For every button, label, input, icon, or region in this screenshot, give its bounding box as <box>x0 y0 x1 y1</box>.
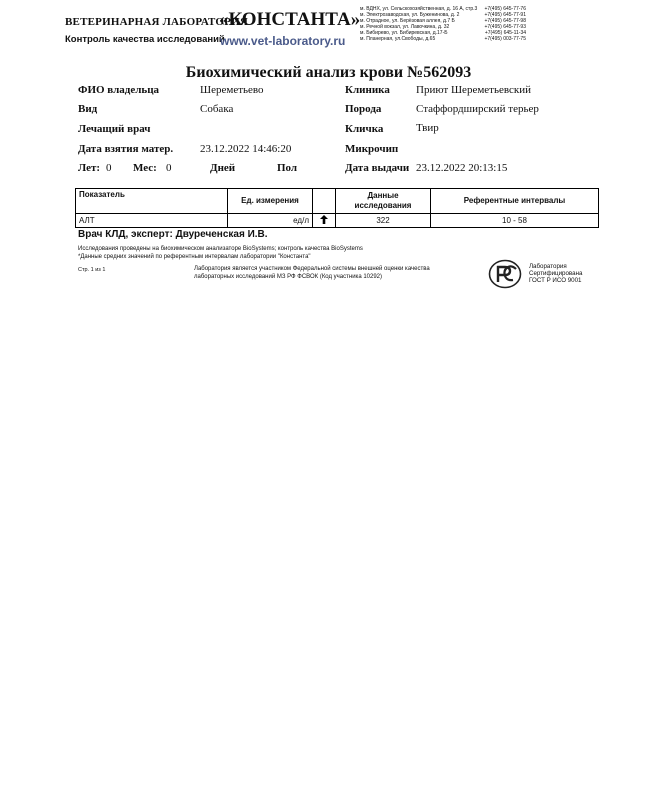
cert-line: Лаборатория <box>529 263 567 270</box>
lab-name: ВЕТЕРИНАРНАЯ ЛАБОРАТОРИЯ <box>65 16 248 28</box>
months-value: 0 <box>166 162 172 174</box>
phone: +7(495) 645-11-34 <box>484 30 526 36</box>
participation-line-2: лабораторных исследований МЗ РФ ФСВОК (Код участника 10292) <box>194 274 383 280</box>
cert-line: ГОСТ Р ИСО 9001 <box>529 277 582 284</box>
doctor-signature-line: Врач КЛД, эксперт: Двуреченская И.В. <box>78 229 268 240</box>
participation-line-1: Лаборатория является участником Федеральной системы внешней оценки качества <box>194 266 430 272</box>
breed-value: Стаффордширский терьер <box>416 103 539 115</box>
address: м. ВДНХ, ул. Сельскохозяйственная, д. 16 А, стр.3 <box>360 6 478 12</box>
nickname-label: Кличка <box>345 123 384 135</box>
phone: +7(495) 645-77-91 <box>484 12 526 18</box>
cell-value: 322 <box>336 214 431 228</box>
report-title: Биохимический анализ крови №562093 <box>185 64 472 81</box>
species-label: Вид <box>78 103 98 115</box>
results-table <box>75 188 599 228</box>
months-label: Мес: <box>133 162 157 174</box>
owner-label: ФИО владельца <box>78 84 160 96</box>
header-unit: Ед. измерения <box>228 189 313 214</box>
certification-text <box>529 263 582 284</box>
species-value: Собака <box>200 103 234 115</box>
phone: +7(495) 645-77-93 <box>484 24 526 30</box>
table-header-row <box>76 189 599 214</box>
reference-note: *Данные средних значений по референтным интервалам лаборатории "Константа" <box>78 254 311 260</box>
breed-label: Порода <box>345 103 382 115</box>
clinic-label: Клиника <box>345 84 390 96</box>
address: м. Речной вокзал, ул. Лавочкина, д. 32 <box>360 24 450 30</box>
cell-unit: ед/л <box>228 214 313 228</box>
microchip-label: Микрочип <box>345 143 399 155</box>
days-label: Дней <box>210 162 236 174</box>
address: м. Бибирево, ул. Бибиревская, д.17-Б <box>360 30 448 36</box>
header-indicator: Показатель <box>76 189 228 214</box>
address-list <box>360 6 526 42</box>
cert-line: Сертифицирована <box>529 270 583 277</box>
sample-date-value: 23.12.2022 14:46:20 <box>200 143 292 155</box>
clinic-value: Приют Шереметьевский <box>416 84 532 96</box>
address: м. Отрадное, ул. Берёзовая аллея, д.7 Б <box>360 18 455 24</box>
phone: +7(495) 003-77-75 <box>484 36 526 42</box>
header-flag <box>313 189 336 214</box>
header-value: Данные исследования <box>336 189 431 214</box>
sample-date-label: Дата взятия матер. <box>78 143 174 155</box>
address-row <box>360 36 526 42</box>
sex-label: Пол <box>277 162 298 174</box>
website-link[interactable]: www.vet-laboratory.ru <box>220 34 346 48</box>
cell-indicator: АЛТ <box>76 214 228 228</box>
years-label: Лет: <box>78 162 101 174</box>
address: м. Электрозаводская, ул. Буженинова, д. 2 <box>360 12 460 18</box>
doctor-label: Лечащий врач <box>78 123 151 135</box>
owner-value: Шереметьево <box>200 84 264 96</box>
table-row <box>76 214 599 228</box>
certification-logo-icon <box>488 259 522 289</box>
page-number: Стр. 1 из 1 <box>78 267 106 273</box>
address: м. Планерная, ул.Свободы, д.65 <box>360 36 436 42</box>
arrow-up-icon <box>313 214 336 228</box>
lab-brand: «КОНСТАНТА» <box>219 9 361 30</box>
cell-reference: 10 - 58 <box>431 214 599 228</box>
header-reference: Референтные интервалы <box>431 189 599 214</box>
nickname-value: Твир <box>416 122 439 134</box>
analyzer-note: Исследования проведены на биохимическом анализаторе BioSystems; контроль качества BioSystems <box>78 246 363 252</box>
quality-control-line: Контроль качества исследований <box>65 34 225 45</box>
issue-date-label: Дата выдачи <box>345 162 410 174</box>
phone: +7(495) 645-77-76 <box>484 6 526 12</box>
years-value: 0 <box>106 162 112 174</box>
issue-date-value: 23.12.2022 20:13:15 <box>416 162 508 174</box>
phone: +7(495) 645-77-98 <box>484 18 526 24</box>
